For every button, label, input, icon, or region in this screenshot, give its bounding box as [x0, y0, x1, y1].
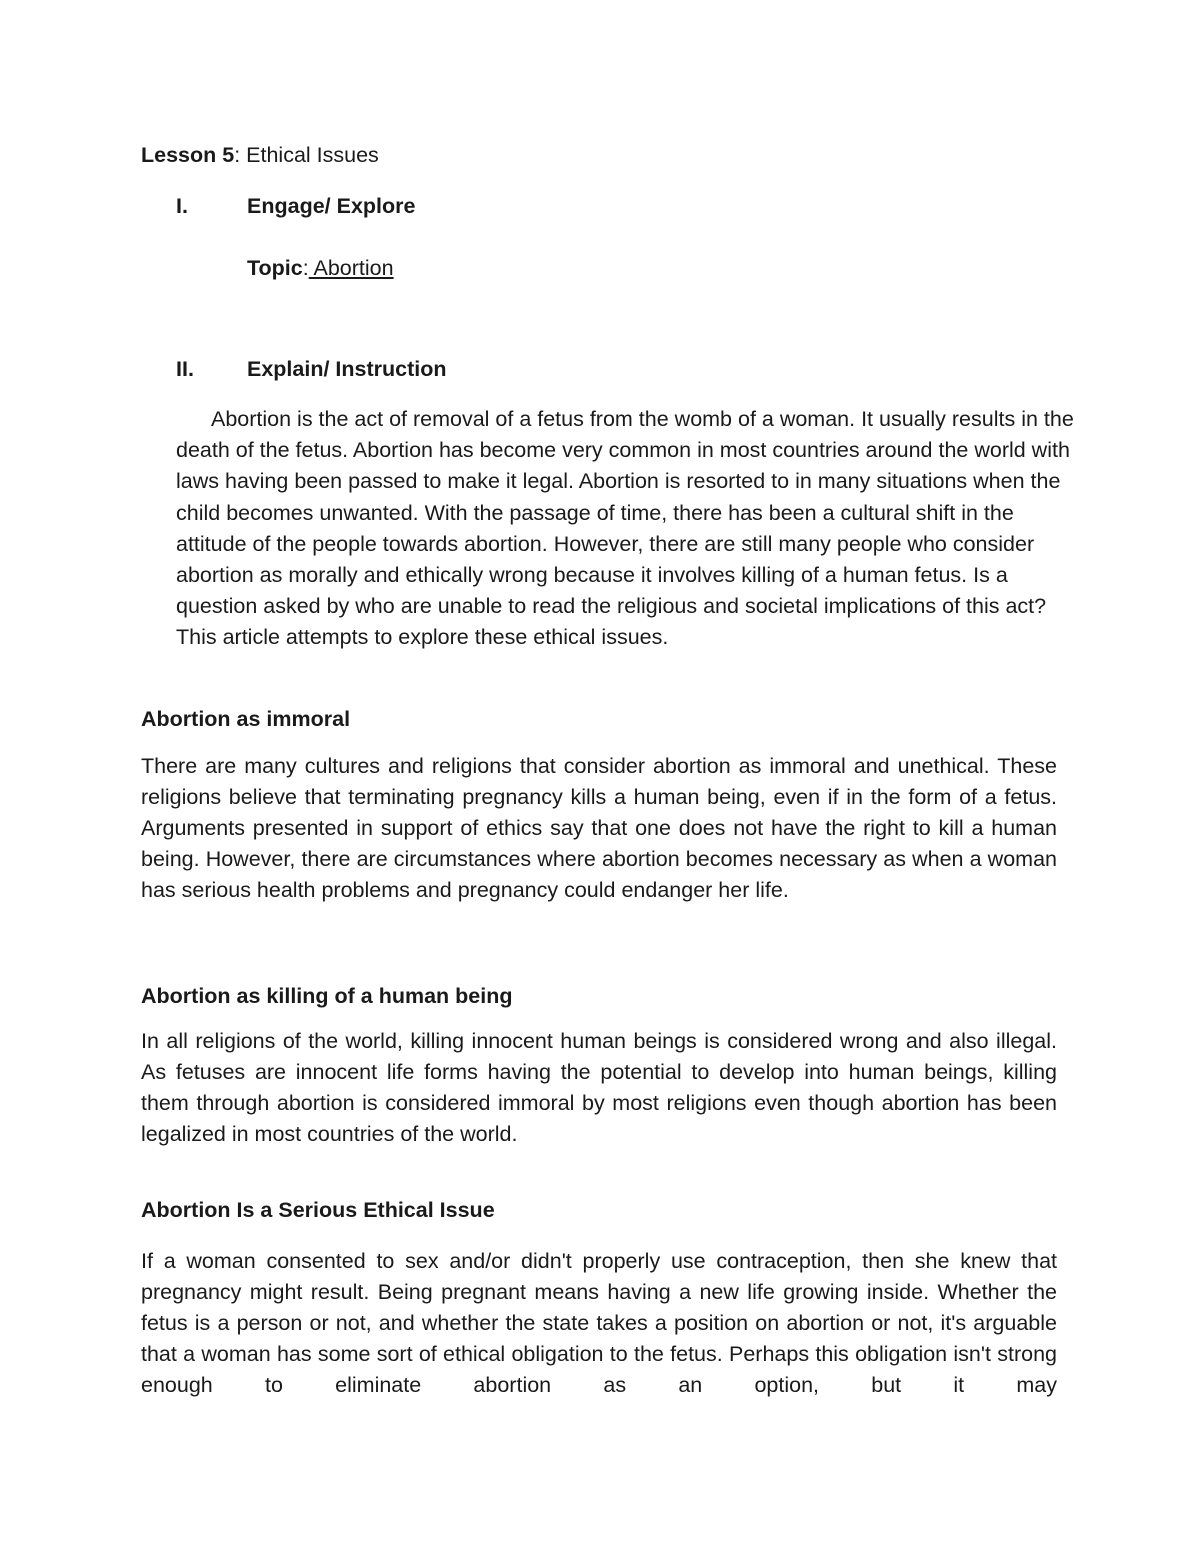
subsection-2-heading: Abortion as killing of a human being: [141, 984, 513, 1008]
subsection-2-body: In all religions of the world, killing innocent human beings is considered wrong and also illegal. As fetuses are innocent life forms having the potential to develop into human beings, killing them through abortion is considered immoral by most religions even though abortion has been legalized in most countries of the world.: [141, 1029, 1057, 1147]
topic-label: Topic: [247, 256, 303, 280]
lesson-title-text: Ethical Issues: [246, 143, 379, 167]
topic-line: [247, 255, 394, 281]
subsection-1-body: There are many cultures and religions that consider abortion as immoral and unethical. These religions believe that terminating pregnancy kills a human being, even if in the form of a fetus. Arguments presented in support of ethics say that one does not have the right to kill a human being. However, there are circumstances where abortion becomes necessary as when a woman has serious health problems and pregnancy could endanger her life.: [141, 754, 1057, 903]
topic-value: Abortion: [308, 256, 394, 280]
subsection-3-body: If a woman consented to sex and/or didn't properly use contraception, then she knew that pregnancy might result. Being pregnant means having a new life growing inside. Whether the fetus is a person or not, and whether the state takes a position on abortion or not, it's arguable that a woman has some sort of ethical obligation to the fetus. Perhaps this obligation isn't strong enough to eliminate abortion as an option, but it may: [141, 1249, 1057, 1398]
intro-paragraph-block: [176, 404, 1076, 654]
subsection-3-heading: Abortion Is a Serious Ethical Issue: [141, 1198, 495, 1222]
section-1-numeral: I.: [176, 194, 188, 218]
topic-separator: :: [302, 256, 309, 280]
lesson-separator: :: [234, 143, 247, 167]
section-2-heading: Explain/ Instruction: [247, 357, 447, 381]
intro-paragraph: Abortion is the act of removal of a fetus from the womb of a woman. It usually results in the death of the fetus. Abortion has become very common in most countries around the world with laws having been passed to make it legal. Abortion is resorted to in many situations when the child becomes unwanted. With the passage of time, there has been a cultural shift in the attitude of the people towards abortion. However, there are still many people who consider abortion as morally and ethically wrong because it involves killing of a human fetus. Is a question asked by who are unable to read the religious and societal implications of this act? This article attempts to explore these ethical issues.: [176, 407, 1074, 650]
section-2-numeral: II.: [176, 357, 194, 381]
section-1-heading: Engage/ Explore: [247, 194, 416, 218]
subsection-1-heading: Abortion as immoral: [141, 707, 351, 731]
lesson-title: [141, 142, 379, 168]
lesson-label: Lesson 5: [141, 143, 235, 167]
